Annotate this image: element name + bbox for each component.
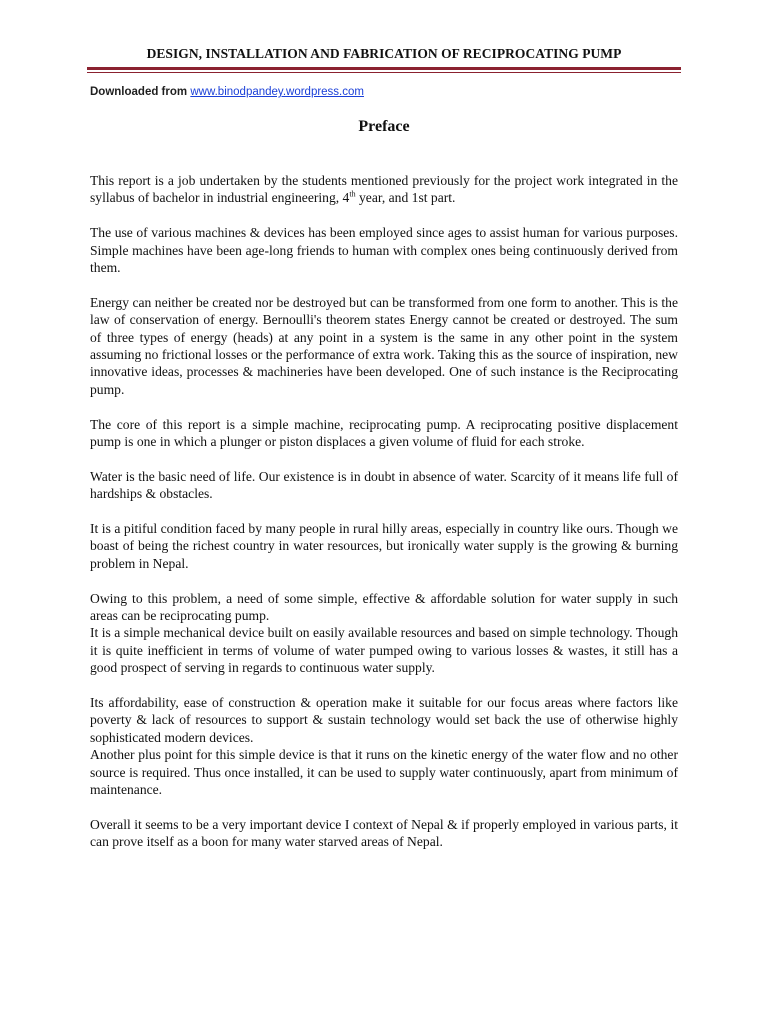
body-text	[90, 172, 678, 868]
paragraph-11: Overall it seems to be a very important device I context of Nepal & if properly employed in various parts, it can prove itself as a boon for many water starved areas of Nepal.	[90, 816, 678, 850]
paragraph-10: Another plus point for this simple device is that it runs on the kinetic energy of the water flow and no other source is required. Thus once installed, it can be used to supply water continuously, apart from minimum of maintenance.	[90, 747, 678, 798]
paragraph-7: Owing to this problem, a need of some simple, effective & affordable solution for water supply in such areas can be reciprocating pump.	[90, 590, 678, 624]
paragraph-3: Energy can neither be created nor be destroyed but can be transformed from one form to another. This is the law of conservation of energy. Bernoulli's theorem states Energy cannot be created or destroyed. The sum of three types of energy (heads) at any point in a system is the same in any other point in the system assuming no frictional losses or the performance of extra work. Taking this as the source of inspiration, new innovative ideas, processes & machineries have been developed. One of such instance is the Reciprocating pump.	[90, 294, 678, 397]
paragraph-1	[90, 172, 678, 207]
paragraph-2: The use of various machines & devices has been employed since ages to assist human for various purposes. Simple machines have been age-long friends to human with complex ones being continuously derived from them.	[90, 225, 678, 276]
paragraph-9: Its affordability, ease of construction & operation make it suitable for our focus areas where factors like poverty & lack of resources to support & sustain technology would set back the use of otherwise highly sophisticated modern devices.	[90, 695, 678, 745]
paragraph-1-text: This report is a job undertaken by the students mentioned previously for the project work integrated in the syllabus of bachelor in industrial engineering, 4	[90, 173, 678, 206]
paragraph-8: It is a simple mechanical device built on easily available resources and based on simple technology. Though it is quite inefficient in terms of volume of water pumped owing to various losses & wastes, it still has a good prospect of serving in regards to continuous water supply.	[90, 625, 678, 676]
download-notice	[90, 86, 364, 98]
header-rule-thick	[87, 67, 681, 70]
paragraph-1-tail: year, and 1st part.	[355, 190, 456, 206]
paragraph-1-superscript: th	[349, 189, 356, 199]
paragraph-6: It is a pitiful condition faced by many people in rural hilly areas, especially in country like ours. Though we boast of being the richest country in water resources, but ironically water supply is the growing & burning problem in Nepal.	[90, 521, 678, 571]
source-link[interactable]: www.binodpandey.wordpress.com	[190, 86, 364, 98]
download-prefix: Downloaded from	[90, 86, 188, 98]
page-title: Preface	[358, 118, 410, 135]
running-header: DESIGN, INSTALLATION AND FABRICATION OF RECIPROCATING PUMP	[146, 46, 622, 61]
paragraph-4: The core of this report is a simple machine, reciprocating pump. A reciprocating positive displacement pump is one in which a plunger or piston displaces a given volume of fluid for each stroke.	[90, 416, 678, 450]
header-rule-thin	[87, 72, 681, 73]
paragraph-5: Water is the basic need of life. Our existence is in doubt in absence of water. Scarcity of it means life full of hardships & obstacles.	[90, 468, 678, 502]
